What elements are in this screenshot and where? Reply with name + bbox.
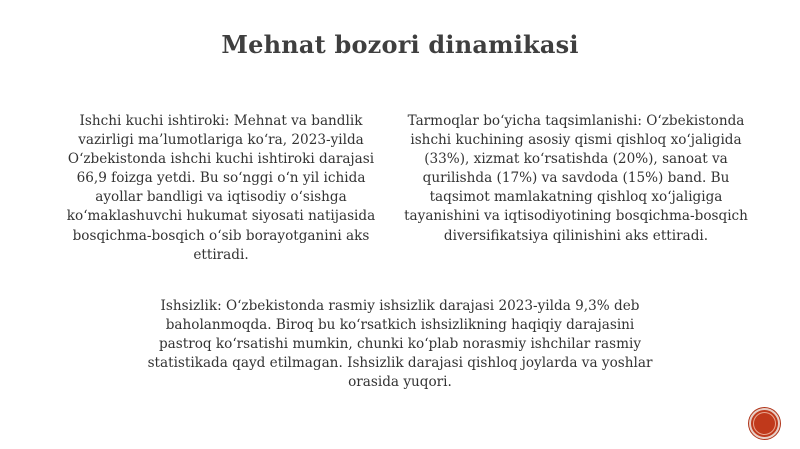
next-slide-button[interactable] (749, 408, 780, 439)
slide-title: Mehnat bozori dinamikasi (221, 30, 579, 59)
paragraph-labor-participation: Ishchi kuchi ishtiroki: Mehnat va bandlik vazirligi ma’lumotlariga ko‘ra, 2023-yilda O‘zbekistonda ishchi kuchi ishtiroki darajasi 66,9 foizga yetdi. Bu so‘nggi o‘n yil ichida ayollar bandligi va iqtisodiy o‘sishga ko‘maklashuvchi hukumat siyosati natijasida bosqichma-bosqich o‘sib borayotganini aks ettiradi. (66, 113, 376, 263)
paragraph-sector-distribution: Tarmoqlar bo‘yicha taqsimlanishi: O‘zbekistonda ishchi kuchining asosiy qismi qishloq xo‘jaligida (33%), xizmat ko‘rsatishda (20%), sanoat va qurilishda (17%) va savdoda (15%) band. Bu taqsimot mamlakatning qishloq xo‘jaligiga tayanishini va iqtisodiyotining bosqichma-bosqich diversifikatsiya qilinishini aks ettiradi. (404, 113, 748, 244)
paragraph-unemployment: Ishsizlik: O‘zbekistonda rasmiy ishsizlik darajasi 2023-yilda 9,3% deb baholanmoqda. Biroq bu ko‘rsatkich ishsizlikning haqiqiy darajasini pastroq ko‘rsatishi mumkin, chunki ko‘plab norasmiy ishchilar rasmiy statistikada qayd etilmagan. Ishsizlik darajasi qishloq joylarda va yoshlar orasida yuqori. (147, 298, 653, 391)
circle-nav-icon (751, 410, 778, 437)
